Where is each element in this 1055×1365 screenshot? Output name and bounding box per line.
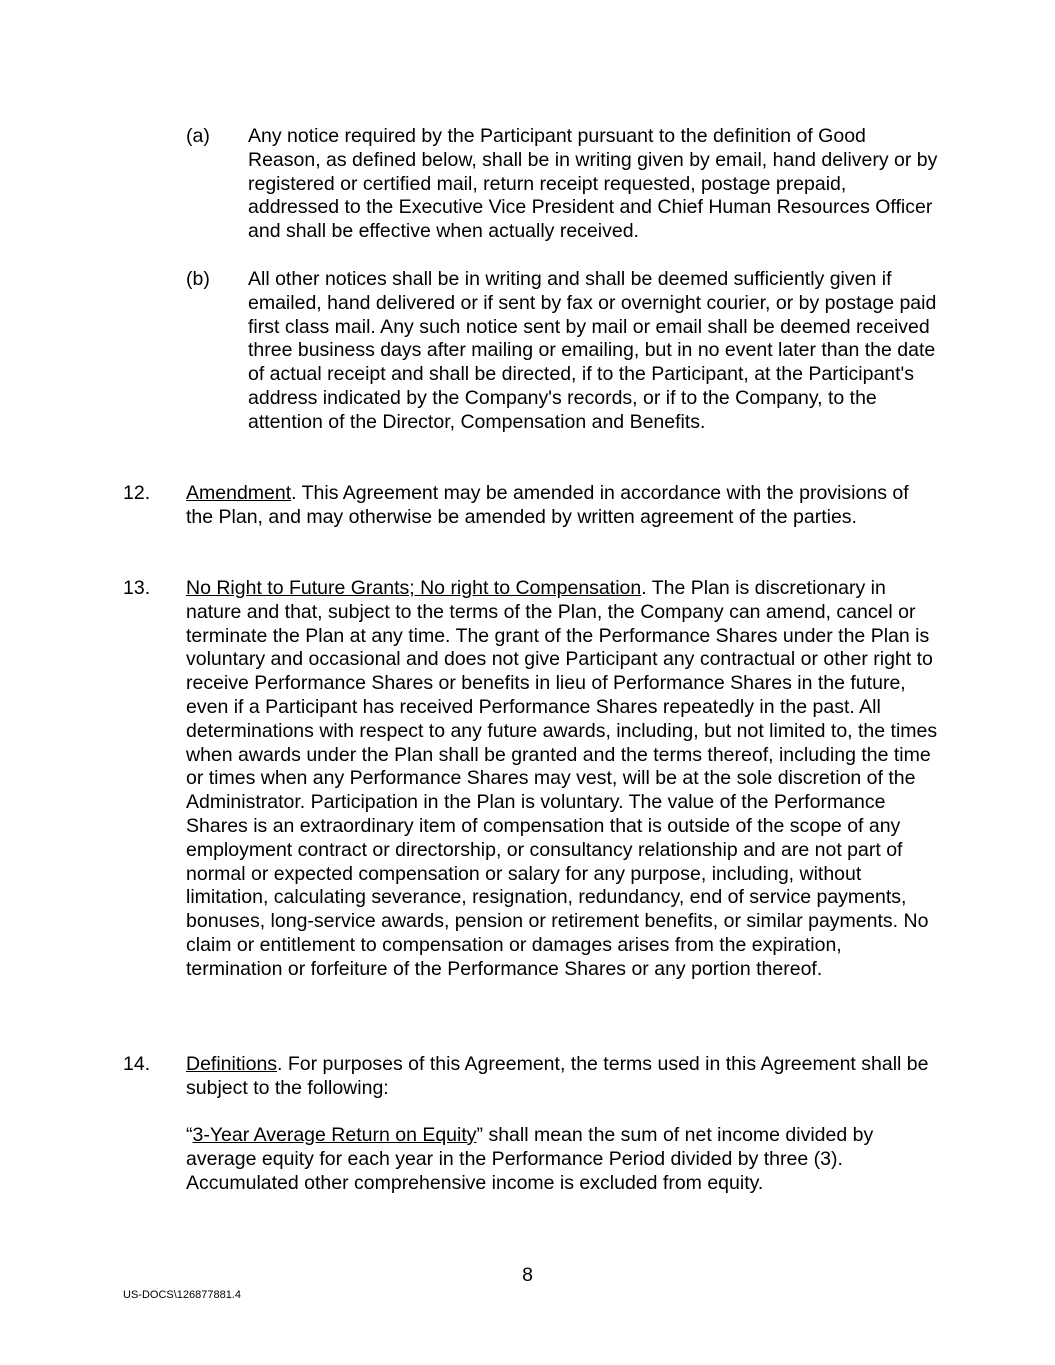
definition-roe-body <box>186 1124 931 1195</box>
section-12-body <box>186 482 938 530</box>
document-id: US-DOCS\126877881.4 <box>123 1289 242 1301</box>
section-12-text: . This Agreement may be amended in accordance with the provisions of the Plan, and may otherwise be amended by written agreement of the parties. <box>186 482 909 528</box>
section-13-text: . The Plan is discretionary in nature and that, subject to the terms of the Plan, the Company can amend, cancel or terminate the Plan at any time. The grant of the Performance Shares under the Plan is voluntary and occasional and does not give Participant any contractual or other right to receive Performance Shares or benefits in lieu of Performance Shares in the future, even if a Participant has received Performance Shares repeatedly in the past. All determinations with respect to any future awards, including, but not limited to, the times when awards under the Plan shall be granted and the terms thereof, including the time or times when any Performance Shares may vest, will be at the sole discretion of the Administrator. Participation in the Plan is voluntary. The value of the Performance Shares is an extraordinary item of compensation that is outside of the scope of any employment contract or directorship, or consultancy relationship and are not part of normal or expected compensation or salary for any purpose, including, without limitation, calculating severance, resignation, redundancy, end of service payments, bonuses, long-service awards, pension or retirement benefits, or similar payments. No claim or entitlement to compensation or damages arises from the expiration, termination or forfeiture of the Performance Shares or any portion thereof. <box>186 577 938 980</box>
subsection-b-label: (b) <box>186 268 210 290</box>
section-12-number: 12. <box>123 482 151 504</box>
subsection-a-text: Any notice required by the Participant pursuant to the definition of Good Reason, as defined below, shall be in writing given by email, hand delivery or by registered or certified mail, return receipt requested, postage prepaid, addressed to the Executive Vice President and Chief Human Resources Officer and shall be effective when actually received. <box>248 125 938 243</box>
definition-term: 3-Year Average Return on Equity <box>192 1124 477 1146</box>
section-14-body <box>186 1053 938 1101</box>
definition-open-quote: “ <box>186 1124 193 1146</box>
section-13-heading: No Right to Future Grants; No right to Compensation <box>186 577 642 599</box>
section-14-number: 14. <box>123 1053 151 1075</box>
section-14-heading: Definitions <box>186 1053 278 1075</box>
definition-text: ” shall mean the sum of net income divided by average equity for each year in the Performance Period divided by three (3). Accumulated other comprehensive income is excluded from equity. <box>186 1124 874 1194</box>
section-12-heading: Amendment <box>186 482 292 504</box>
subsection-a-label: (a) <box>186 125 210 147</box>
subsection-b-text: All other notices shall be in writing and shall be deemed sufficiently given if emailed, hand delivered or if sent by fax or overnight courier, or by postage paid first class mail. Any such notice sent by mail or email shall be deemed received three business days after mailing or emailing, but in no event later than the date of actual receipt and shall be directed, if to the Participant, at the Participant's address indicated by the Company's records, or if to the Company, to the attention of the Director, Compensation and Benefits. <box>248 268 937 433</box>
page-number: 8 <box>522 1264 533 1286</box>
section-14-text: . For purposes of this Agreement, the terms used in this Agreement shall be subject to the following: <box>186 1053 929 1099</box>
section-13-number: 13. <box>123 577 151 599</box>
section-13-body <box>186 577 938 982</box>
